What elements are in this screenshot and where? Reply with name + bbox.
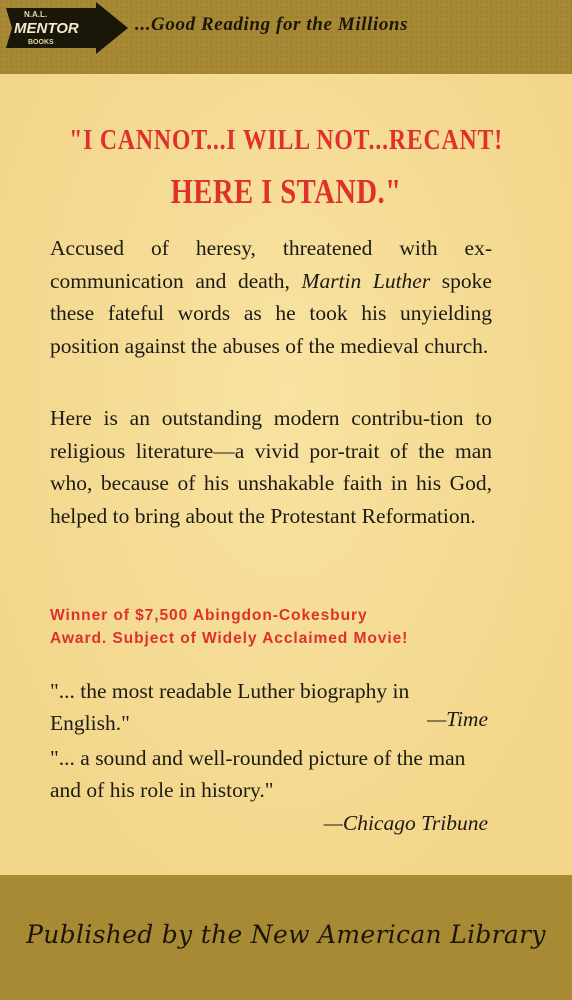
- review-quote-2: "... a sound and well-rounded picture of the man and of his role in history.": [50, 746, 466, 802]
- logo-mentor-text: MENTOR: [14, 20, 79, 37]
- review-source-2: —Chicago Tribune: [323, 811, 488, 835]
- publisher-credit: Published by the New American Library: [26, 920, 546, 949]
- subject-name: Martin Luther: [301, 268, 431, 293]
- award-line-2: Award. Subject of Widely Acclaimed Movie!: [50, 630, 409, 647]
- headline-line-2: HERE I STAND.": [170, 172, 402, 211]
- tagline: ...Good Reading for the Millions: [135, 14, 409, 35]
- headline-line-1: "I CANNOT...I WILL NOT...RECANT!: [69, 124, 503, 156]
- review-quote-1: "... the most readable Luther biography in English.": [50, 679, 410, 735]
- logo-books-text: BOOKS: [28, 39, 54, 46]
- award-line-1: Winner of $7,500 Abingdon-Cokesbury: [50, 607, 368, 624]
- description-paragraph-2: Here is an outstanding modern contribu-tion to religious literature—a vivid por-trait of the man who, because of his unshakable faith in his God, helped to bring about the Protestant Reformation.: [50, 406, 492, 528]
- mentor-books-logo: [0, 2, 130, 58]
- logo-nal-text: N.A.L.: [24, 10, 48, 19]
- description-p1-intro: Accused of heresy, threatened with ex-communication and death,: [50, 236, 492, 293]
- top-band: [0, 0, 572, 74]
- review-source-1: —Time: [427, 707, 488, 731]
- description-paragraph-1: [50, 232, 492, 362]
- description-p1-rest: spoke these fateful words as he took his unyielding position against the abuses of the medieval church.: [50, 268, 492, 358]
